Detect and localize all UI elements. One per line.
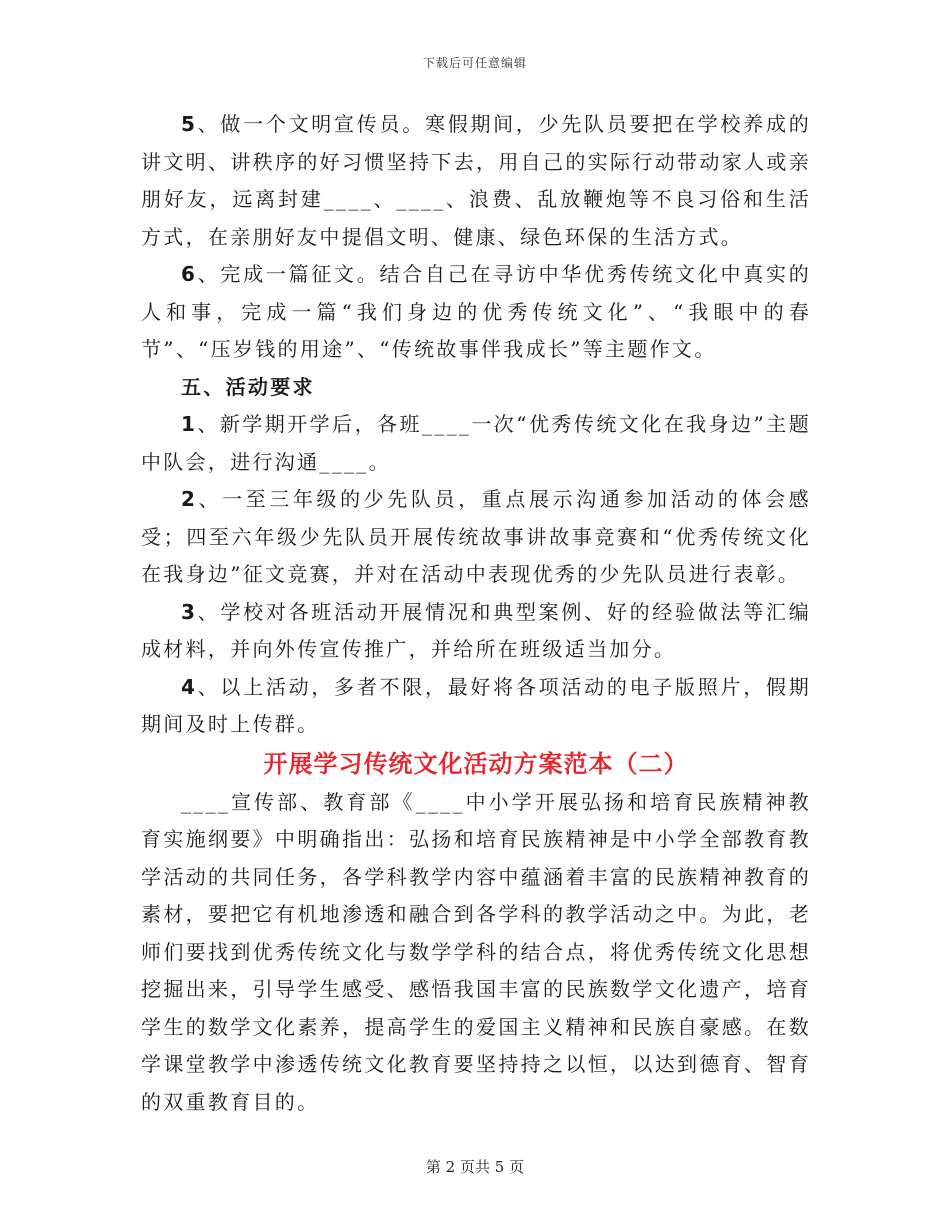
paragraph-req-4 <box>141 669 811 744</box>
paragraph-intro: ____宣传部、教育部《____中小学开展弘扬和培育民族精神教育实施纲要》中明确指出：弘扬和培育民族精神是中小学全部教育教学活动的共同任务，各学科教学内容中蕴涵着丰富的民族精神教育的素材，要把它有机地渗透和融合到各学科的教学活动之中。为此，老师们要找到优秀传统文化与数学学科的结合点，将优秀传统文化思想挖掘出来，引导学生感受、感悟我国丰富的民族数学文化遗产，培育学生的数学文化素养，提高学生的爱国主义精神和民族自豪感。在数学课堂教学中渗透传统文化教育要坚持持之以恒，以达到德育、智育的双重教育目的。 <box>141 789 811 1114</box>
paragraph-text: 、做一个文明宣传员。寒假期间，少先队员要把在学校养成的讲文明、讲秩序的好习惯坚持下去，用自己的实际行动带动家人或亲朋好友，远离封建____、____、浪费、乱放鞭炮等不良习俗和生活方式，在亲朋好友中提倡文明、健康、绿色环保的生活方式。 <box>141 112 811 249</box>
document-body <box>141 106 811 1121</box>
item-number: 6 <box>181 262 198 286</box>
item-number: 4 <box>181 674 198 699</box>
paragraph-item-6 <box>141 256 811 369</box>
item-number: 5 <box>181 112 198 136</box>
paragraph-text: 、以上活动，多者不限，最好将各项活动的电子版照片，假期期间及时上传群。 <box>141 674 811 736</box>
paragraph-req-2 <box>141 481 811 594</box>
paragraph-req-3 <box>141 594 811 669</box>
paragraph-text: 、学校对各班活动开展情况和典型案例、好的经验做法等汇编成材料，并向外传宣传推广，并给所在班级适当加分。 <box>141 599 811 661</box>
document-title-2: 开展学习传统文化活动方案范本（二） <box>263 748 689 778</box>
paragraph-text: 、新学期开学后，各班____一次“优秀传统文化在我身边”主题中队会，进行沟通____。 <box>141 412 811 474</box>
item-number: 3 <box>181 599 198 624</box>
item-number: 1 <box>181 412 198 436</box>
page-header: 下载后可任意编辑 <box>422 56 527 70</box>
paragraph-item-5 <box>141 106 811 256</box>
page-footer: 第 2 页共 5 页 <box>425 1158 525 1176</box>
paragraph-text: 、完成一篇征文。结合自己在寻访中华优秀传统文化中真实的人和事，完成一篇“我们身边的优秀传统文化”、“我眼中的春节”、“压岁钱的用途”、“传统故事伴我成长”等主题作文。 <box>141 262 811 361</box>
item-number: 2 <box>181 487 198 511</box>
paragraph-req-1 <box>141 406 811 481</box>
paragraph-text: 、一至三年级的少先队员，重点展示沟通参加活动的体会感受；四至六年级少先队员开展传统故事讲故事竞赛和“优秀传统文化在我身边”征文竞赛，并对在活动中表现优秀的少先队员进行表彰。 <box>141 487 811 586</box>
section-heading-requirements: 五、活动要求 <box>181 374 315 399</box>
